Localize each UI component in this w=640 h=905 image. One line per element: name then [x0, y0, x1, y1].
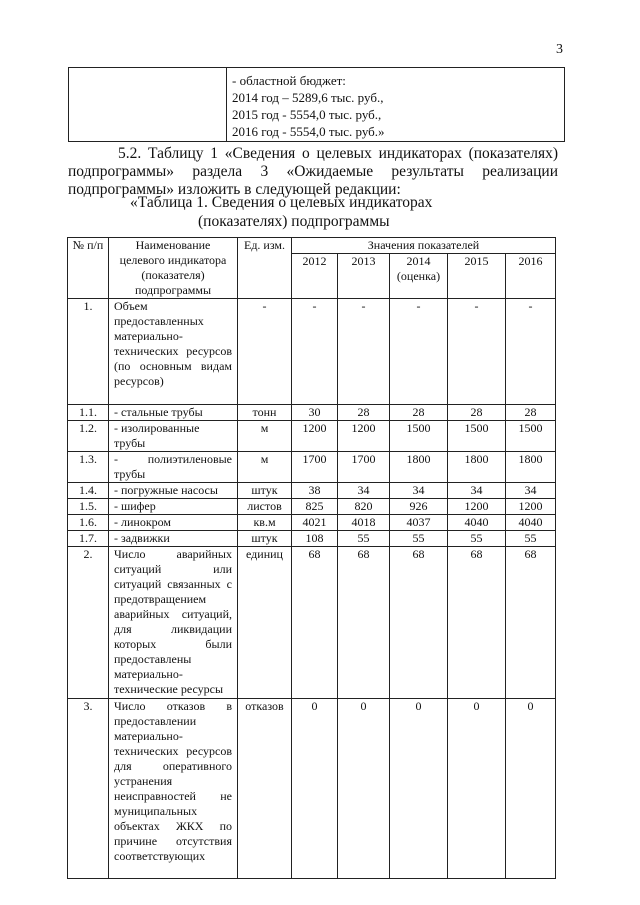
row-number: 1. [68, 299, 109, 405]
value-cell: 1700 [338, 452, 390, 483]
header-unit: Ед. изм. [238, 238, 292, 299]
value-cell: 1800 [390, 452, 448, 483]
header-year: 2012 [292, 254, 338, 299]
indicator-name: - стальные трубы [109, 405, 238, 421]
row-number: 1.7. [68, 531, 109, 547]
value-cell: 68 [292, 547, 338, 699]
value-cell: 34 [506, 483, 556, 499]
value-cell: 0 [338, 699, 390, 879]
value-cell: 820 [338, 499, 390, 515]
table-row [68, 299, 556, 405]
value-cell: 926 [390, 499, 448, 515]
value-cell: 108 [292, 531, 338, 547]
indicator-name: - задвижки [109, 531, 238, 547]
value-cell: 4021 [292, 515, 338, 531]
funding-line: 2014 год – 5289,6 тыс. руб., [232, 90, 384, 105]
table-row [68, 699, 556, 879]
indicator-name: Объем предоставленных материально-технических ресурсов (по основным видам ресурсов) [109, 299, 238, 405]
value-cell: 4040 [448, 515, 506, 531]
funding-box [68, 67, 565, 142]
page-number: 3 [556, 42, 563, 57]
value-cell: 0 [448, 699, 506, 879]
amendment-paragraph: 5.2. Таблицу 1 «Сведения о целевых индикаторах (показателях) подпрограммы» раздела 3 «Ожидаемые результаты реализации подпрограммы» изложить в следующей редакции: [68, 145, 558, 198]
value-cell: 0 [390, 699, 448, 879]
row-number: 2. [68, 547, 109, 699]
row-number: 1.1. [68, 405, 109, 421]
header-name: Наименование целевого индикатора (показателя) подпрограммы [109, 238, 238, 299]
value-cell: 1200 [448, 499, 506, 515]
value-cell: - [292, 299, 338, 405]
value-cell: 34 [390, 483, 448, 499]
value-cell: 825 [292, 499, 338, 515]
unit-cell: штук [238, 483, 292, 499]
value-cell: 68 [506, 547, 556, 699]
value-cell: 4040 [506, 515, 556, 531]
header-year: 2016 [506, 254, 556, 299]
unit-cell: листов [238, 499, 292, 515]
row-number: 3. [68, 699, 109, 879]
value-cell: 1200 [338, 421, 390, 452]
value-cell: - [506, 299, 556, 405]
table-caption-line-2: (показателях) подпрограммы [198, 213, 390, 230]
indicator-name: - полиэтиленовые трубы [109, 452, 238, 483]
unit-cell: - [238, 299, 292, 405]
funding-line: 2015 год - 5554,0 тыс. руб., [232, 107, 382, 122]
value-cell: 1800 [448, 452, 506, 483]
value-cell: 0 [292, 699, 338, 879]
value-cell: 34 [448, 483, 506, 499]
funding-line: 2016 год - 5554,0 тыс. руб.» [232, 124, 385, 139]
value-cell: 55 [338, 531, 390, 547]
value-cell: 68 [448, 547, 506, 699]
unit-cell: отказов [238, 699, 292, 879]
indicator-name: - шифер [109, 499, 238, 515]
unit-cell: кв.м [238, 515, 292, 531]
funding-lines [232, 72, 385, 140]
value-cell: 1500 [506, 421, 556, 452]
header-num: № п/п [68, 238, 109, 299]
unit-cell: м [238, 452, 292, 483]
value-cell: 55 [506, 531, 556, 547]
indicators-table [67, 237, 556, 879]
table-row [68, 452, 556, 483]
value-cell: 34 [338, 483, 390, 499]
table-row [68, 405, 556, 421]
indicator-name: Число отказов в предоставлении материально-технических ресурсов для оперативного устранения неисправностей не муниципальных объектах ЖКХ по причине отсутствия соответствующих [109, 699, 238, 879]
value-cell: - [390, 299, 448, 405]
table-row [68, 499, 556, 515]
unit-cell: м [238, 421, 292, 452]
value-cell: - [448, 299, 506, 405]
header-year: 2014 (оценка) [390, 254, 448, 299]
value-cell: 0 [506, 699, 556, 879]
value-cell: 68 [338, 547, 390, 699]
table-row [68, 483, 556, 499]
value-cell: 68 [390, 547, 448, 699]
table-row [68, 531, 556, 547]
value-cell: 1700 [292, 452, 338, 483]
value-cell: 1200 [506, 499, 556, 515]
header-values-group: Значения показателей [292, 238, 556, 254]
value-cell: 55 [390, 531, 448, 547]
value-cell: 28 [338, 405, 390, 421]
row-number: 1.2. [68, 421, 109, 452]
unit-cell: единиц [238, 547, 292, 699]
value-cell: 1800 [506, 452, 556, 483]
table-row [68, 547, 556, 699]
value-cell: 28 [448, 405, 506, 421]
funding-box-divider [226, 68, 227, 141]
indicator-name: - погружные насосы [109, 483, 238, 499]
table-row [68, 515, 556, 531]
funding-line: - областной бюджет: [232, 73, 346, 88]
value-cell: 1200 [292, 421, 338, 452]
table-caption-line-1: «Таблица 1. Сведения о целевых индикаторах [130, 194, 433, 211]
indicator-name: - изолированные трубы [109, 421, 238, 452]
unit-cell: тонн [238, 405, 292, 421]
value-cell: 55 [448, 531, 506, 547]
row-number: 1.5. [68, 499, 109, 515]
indicator-name: Число аварийных ситуаций или ситуаций связанных с предотвращением аварийных ситуаций, для ликвидации которых были предоставлены материально-технические ресурсы [109, 547, 238, 699]
value-cell: 1500 [448, 421, 506, 452]
row-number: 1.4. [68, 483, 109, 499]
value-cell: 4037 [390, 515, 448, 531]
value-cell: 1500 [390, 421, 448, 452]
value-cell: 30 [292, 405, 338, 421]
value-cell: - [338, 299, 390, 405]
header-year: 2013 [338, 254, 390, 299]
indicator-name: - линокром [109, 515, 238, 531]
row-number: 1.3. [68, 452, 109, 483]
row-number: 1.6. [68, 515, 109, 531]
value-cell: 28 [390, 405, 448, 421]
value-cell: 4018 [338, 515, 390, 531]
unit-cell: штук [238, 531, 292, 547]
header-year: 2015 [448, 254, 506, 299]
table-row [68, 421, 556, 452]
value-cell: 28 [506, 405, 556, 421]
value-cell: 38 [292, 483, 338, 499]
